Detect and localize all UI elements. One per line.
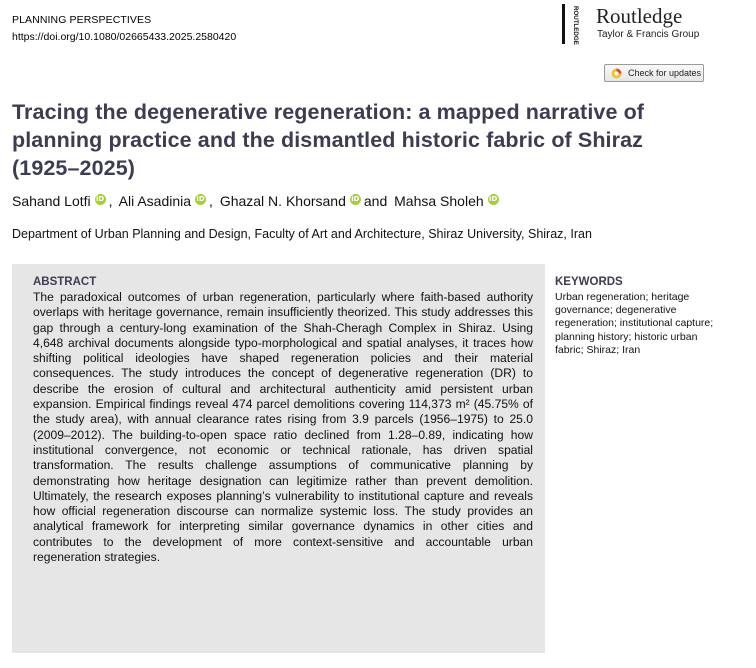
check-for-updates-button[interactable] [604,64,704,82]
author-separator: , [108,193,113,209]
orcid-icon[interactable]: iD [489,195,498,203]
publisher-name: Routledge [596,4,683,28]
author-separator: , [209,193,213,209]
article-title: Tracing the degenerative regeneration: a mapped narrative of planning practice and the dismantled historic fabric of Shiraz (1925–2025) [12,100,645,180]
orcid-icon[interactable]: iD [196,195,205,203]
author-name[interactable]: Mahsa Sholeh [394,193,484,209]
publisher-logo [562,4,742,44]
keywords-heading: KEYWORDS [555,276,623,288]
author-name[interactable]: Sahand Lotfi [12,193,91,209]
abstract-heading: ABSTRACT [33,276,97,288]
orcid-icon[interactable]: iD [351,195,360,203]
keywords-list: Urban regeneration; heritage governance; degenerative regeneration; institutional capture; planning history; historic urban fabric; Shiraz; Iran [555,291,714,356]
abstract-box [12,264,545,653]
routledge-vertical-text: ROUTLEDGE [572,6,579,45]
orcid-icon[interactable]: iD [96,195,105,203]
author-separator: and [363,193,388,209]
author-name[interactable]: Ali Asadinia [118,193,192,209]
check-updates-icon [611,68,622,79]
doi-link[interactable]: https://doi.org/10.1080/02665433.2025.2580420 [12,31,237,43]
journal-name: PLANNING PERSPECTIVES [12,14,152,26]
abstract-text: The paradoxical outcomes of urban regeneration, particularly where faith-based authority overlaps with heritage governance, remain insufficiently theorized. This study addresses this gap through a century-long examination of the Shah-Cheragh Complex in Shiraz. Using 4,648 archival documents alongside typo-morphological and spatial analyses, it traces how shifting political ideologies have shaped regeneration policies and their material consequences. The study introduces the concept of degenerative regeneration (DR) to describe the erosion of cultural and architectural authenticity amid persistent urban expansion. Empirical findings reveal 474 parcel demolitions covering 114,373 m² (45.75% of the study area), with annual clearance rates rising from 3.9 parcels (1956–1975) to 25.0 (2009–2012). The building-to-open space ratio declined from 1.28–0.89, indicating how institutional convergence, not economic or technical rationale, has driven spatial transformation. The results challenge assumptions of communicative planning by demonstrating how heritage designation can legitimize rather than prevent demolition. Ultimately, the research exposes planning’s vulnerability to institutional capture and reveals how official regeneration discourse can normalize systemic loss. The study provides an analytical framework for interpreting similar governance dynamics in other cities and contributes to the development of more context-sensitive and accountable urban regeneration strategies. [33,290,533,565]
author-name[interactable]: Ghazal N. Khorsand [219,193,346,209]
author-list [12,193,499,209]
routledge-vertical-logo [562,4,578,44]
author-affiliation: Department of Urban Planning and Design, Faculty of Art and Architecture, Shiraz University, Shiraz, Iran [12,227,592,241]
check-updates-label: Check for updates [628,68,702,78]
publisher-subtitle: Taylor & Francis Group [597,29,700,40]
